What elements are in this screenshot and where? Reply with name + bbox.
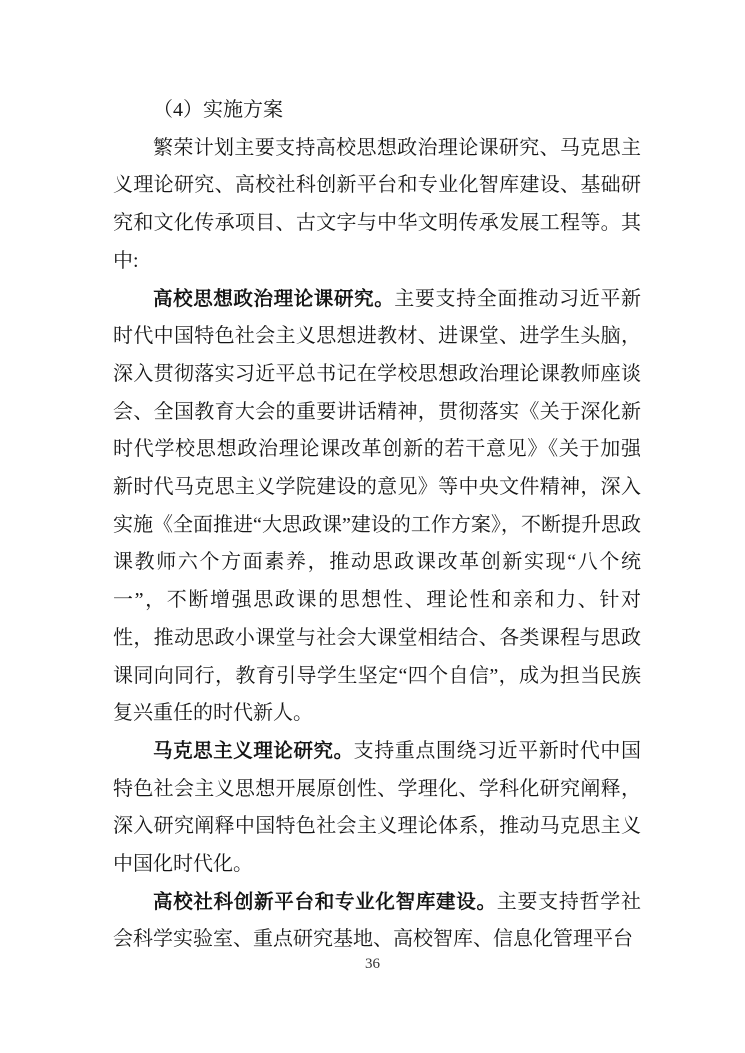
paragraph-lead-innovation-platform-thinktank: 高校社科创新平台和专业化智库建设。 [153,890,497,913]
paragraph-marxist-theory-research [113,733,641,884]
paragraph-lead-ideological-course-research: 高校思想政治理论课研究。 [153,287,395,310]
section-heading: （4）实施方案 [153,99,283,121]
paragraph-intro [113,130,641,281]
paragraph-ideological-course-research [113,281,641,733]
paragraph-innovation-platform-thinktank [113,884,641,959]
paragraph-body-ideological-course-research: 主要支持全面推动习近平新时代中国特色社会主义思想进教材、进课堂、进学生头脑，深入贯彻落实习近平总书记在学校思想政治理论课教师座谈会、全国教育大会的重要讲话精神，贯彻落实《关于深化新时代学校思想政治理论课改革创新的若干意见》《关于加强新时代马克思主义学院建设的意见》等中央文件精神，深入实施《全面推进“大思政课”建设的工作方案》，不断提升思政课教师六个方面素养，推动思政课改革创新实现“八个统一”，不断增强思政课的思想性、理论性和亲和力、针对性，推动思政小课堂与社会大课堂相结合、各类课程与思政课同向同行，教育引导学生坚定“四个自信”，成为担当民族复兴重任的时代新人。 [113,287,641,725]
paragraph-body-marxist-theory-research: 支持重点围绕习近平新时代中国特色社会主义思想开展原创性、学理化、学科化研究阐释，深入研究阐释中国特色社会主义理论体系，推动马克思主义中国化时代化。 [113,739,641,876]
text-block [113,92,641,959]
page-number: 36 [365,956,380,972]
paragraph-body-innovation-platform-thinktank: 主要支持哲学社会科学实验室、重点研究基地、高校智库、信息化管理平台 [113,890,641,951]
paragraph-lead-marxist-theory-research: 马克思主义理论研究。 [153,739,354,762]
paragraph-intro-text: 繁荣计划主要支持高校思想政治理论课研究、马克思主义理论研究、高校社科创新平台和专业化智库建设、基础研究和文化传承项目、古文字与中华文明传承发展工程等。其中: [113,136,641,272]
